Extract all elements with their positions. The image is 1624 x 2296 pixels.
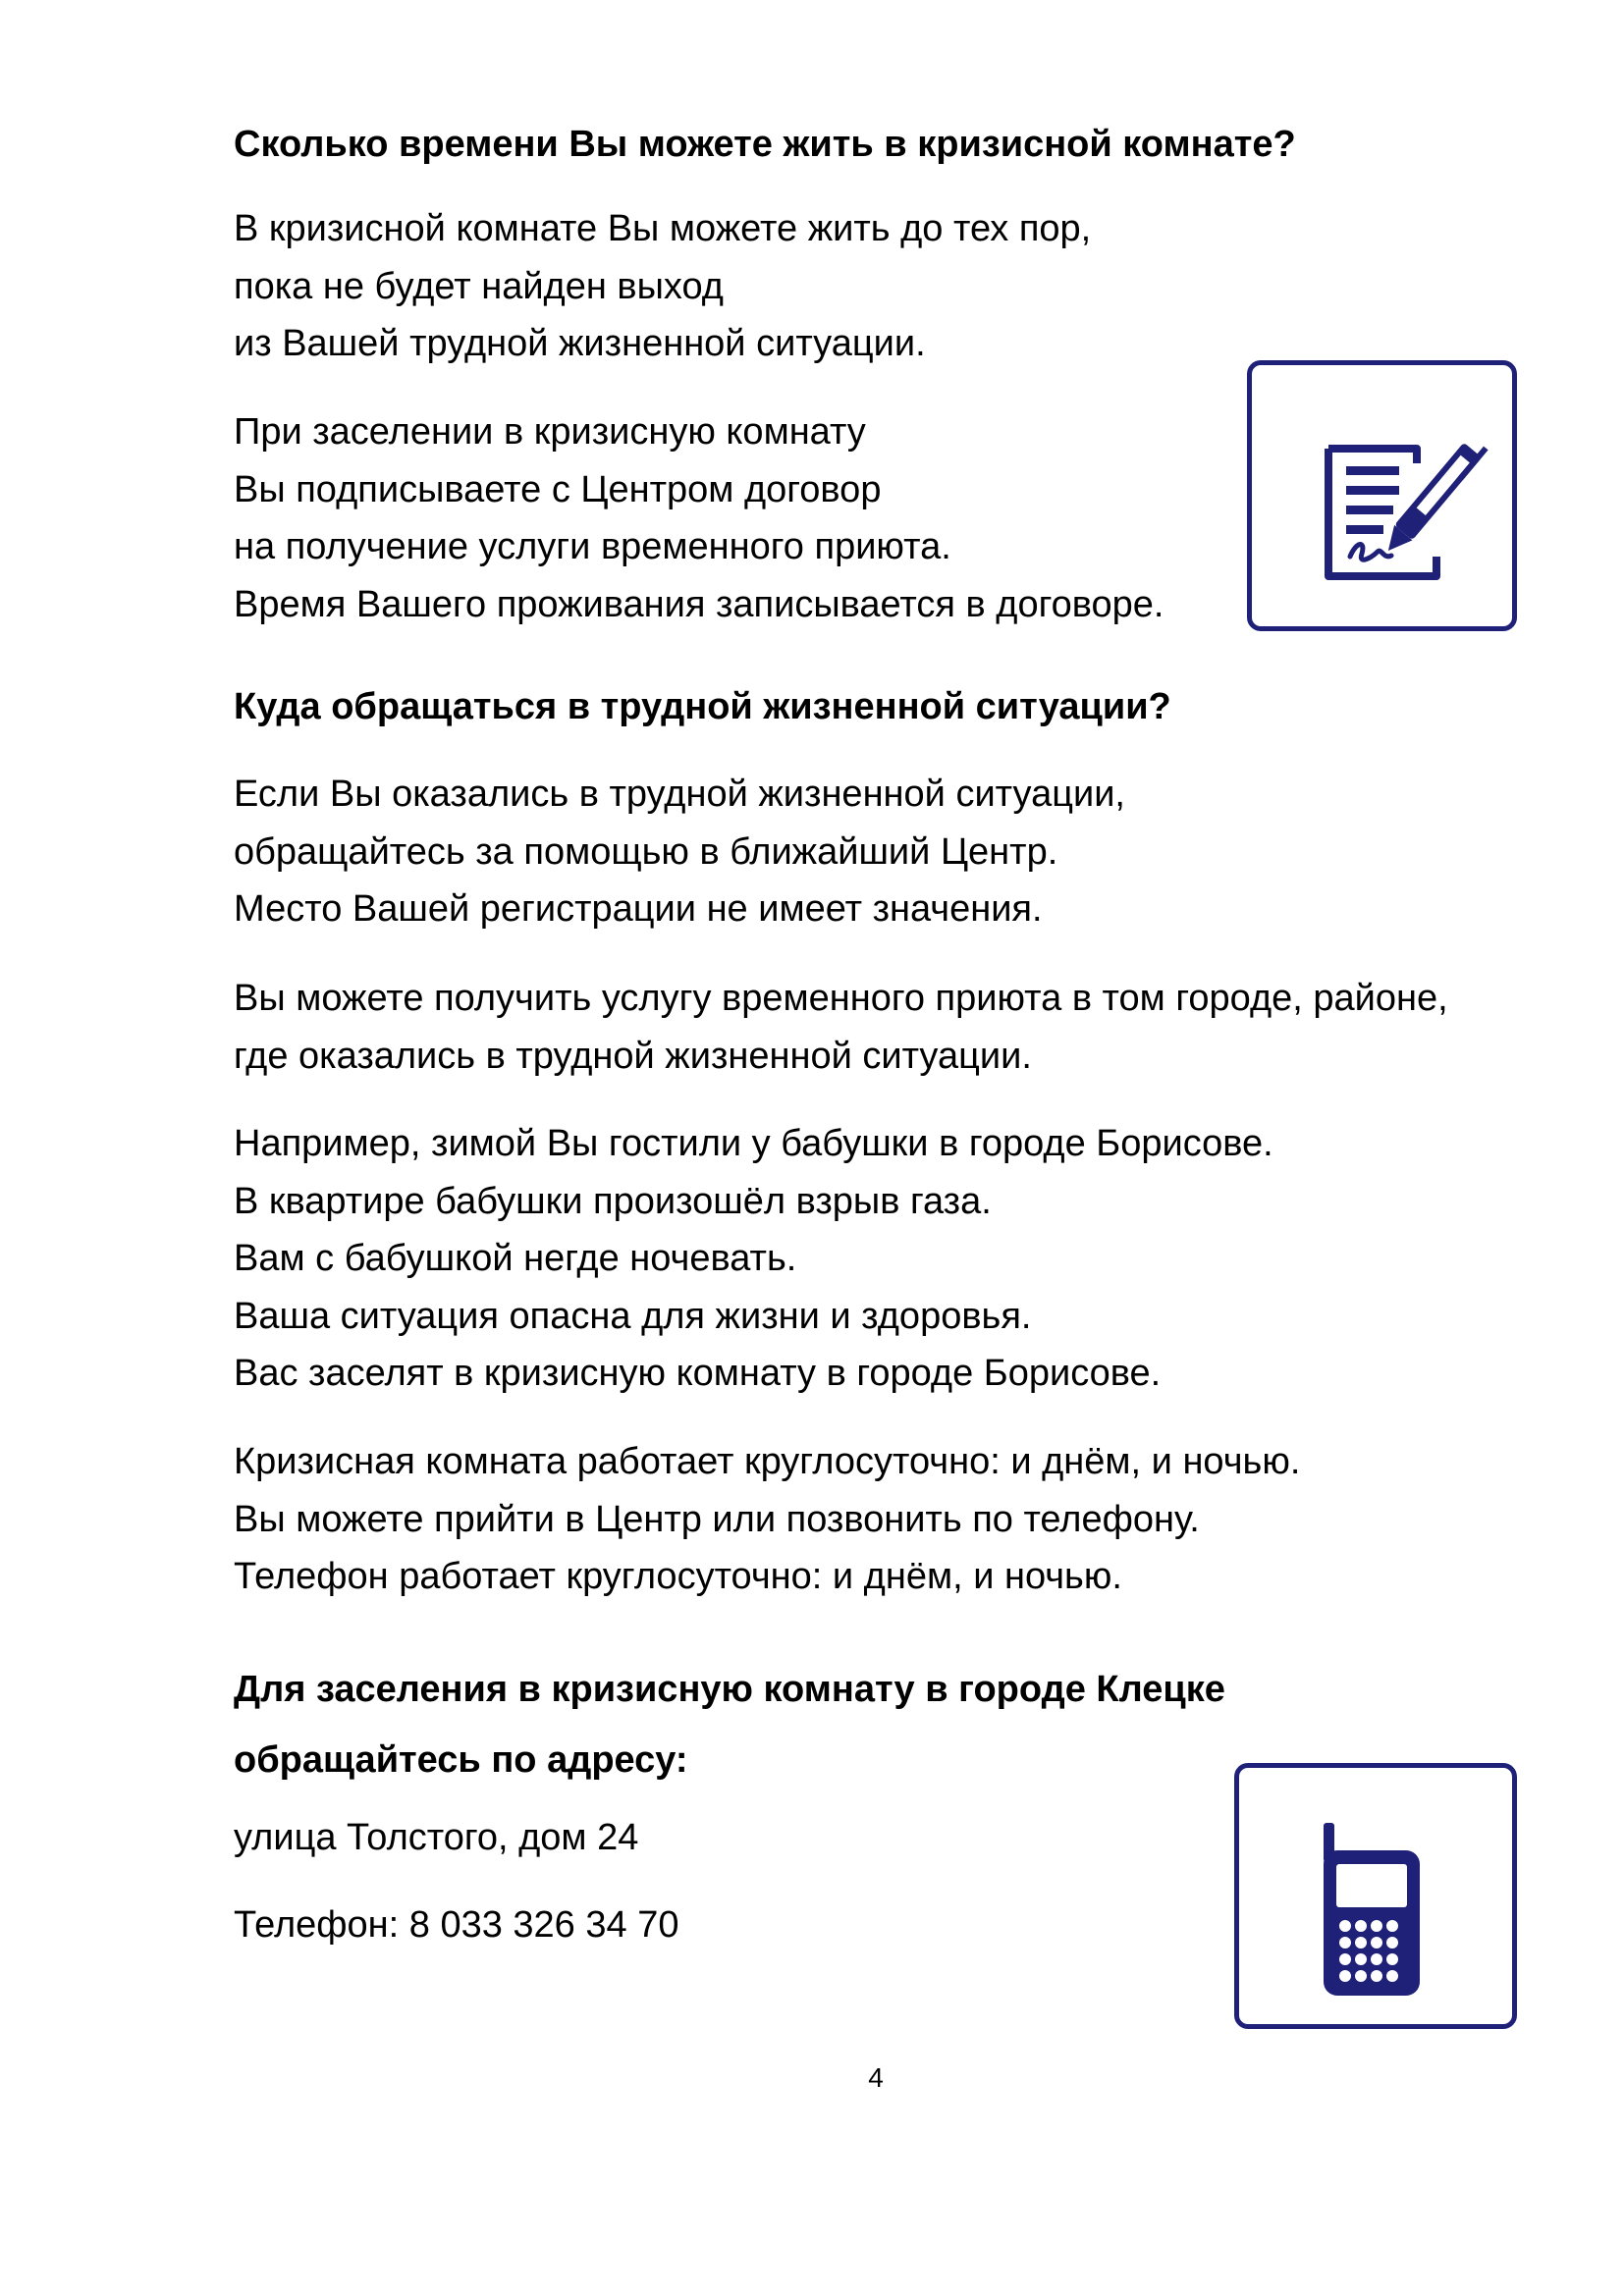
text-line: Телефон работает круглосуточно: и днём, и ночью. — [234, 1556, 1122, 1597]
text-line: При заселении в кризисную комнату — [234, 411, 866, 453]
text-line: Вам с бабушкой негде ночевать. — [234, 1238, 797, 1279]
heading-line: Для заселения в кризисную комнату в городе Клецке — [234, 1669, 1225, 1710]
text-line: Время Вашего проживания записывается в договоре. — [234, 583, 1164, 625]
phone-text: Телефон: 8 033 326 34 70 — [234, 1904, 679, 1946]
section-heading-where-to-apply: Куда обращаться в трудной жизненной ситуации? — [234, 686, 1171, 727]
mobile-phone-icon — [1234, 1763, 1517, 2029]
mobile-phone-icon-graphic — [1239, 1768, 1512, 2024]
paragraph-stay-duration — [234, 200, 1091, 373]
text-line: из Вашей трудной жизненной ситуации. — [234, 323, 926, 364]
text-line: В кризисной комнате Вы можете жить до тех пор, — [234, 208, 1092, 249]
text-line: обращайтесь за помощью в ближайший Центр. — [234, 830, 1058, 873]
text-line: Вы подписываете с Центром договор — [234, 468, 882, 510]
section-heading-stay-duration: Сколько времени Вы можете жить в кризисной комнате? — [234, 124, 1296, 165]
text-line: В квартире бабушки произошёл взрыв газа. — [234, 1180, 992, 1222]
contract-signing-icon-graphic — [1252, 365, 1512, 626]
text-line: пока не будет найден выход — [234, 265, 724, 307]
paragraph-local-service — [234, 970, 1448, 1085]
contract-signing-icon — [1247, 360, 1517, 631]
paragraph-nearest-center — [234, 766, 1125, 938]
address-text: улица Толстого, дом 24 — [234, 1817, 639, 1858]
paragraph-contract — [234, 403, 1164, 633]
text-line: Вас заселят в кризисную комнату в городе Борисове. — [234, 1353, 1162, 1394]
text-line: где оказались в трудной жизненной ситуации. — [234, 1035, 1032, 1077]
text-line: Вы можете прийти в Центр или позвонить по телефону. — [234, 1498, 1200, 1540]
heading-line: обращайтесь по адресу: — [234, 1739, 688, 1781]
text-line: Если Вы оказались в трудной жизненной ситуации, — [234, 774, 1125, 815]
text-line: Место Вашей регистрации не имеет значения. — [234, 888, 1043, 930]
text-line: Кризисная комната работает круглосуточно: и днём, и ночью. — [234, 1441, 1301, 1482]
text-line: Ваша ситуация опасна для жизни и здоровья. — [234, 1295, 1032, 1337]
paragraph-round-the-clock — [234, 1433, 1300, 1606]
page-number: 4 — [868, 2062, 884, 2093]
section-heading-address — [234, 1654, 1225, 1795]
text-line: на получение услуги временного приюта. — [234, 526, 951, 567]
text-line: Вы можете получить услугу временного приюта в том городе, районе, — [234, 978, 1448, 1019]
paragraph-example — [234, 1115, 1273, 1403]
text-line: Например, зимой Вы гостили у бабушки в городе Борисове. — [234, 1123, 1273, 1164]
